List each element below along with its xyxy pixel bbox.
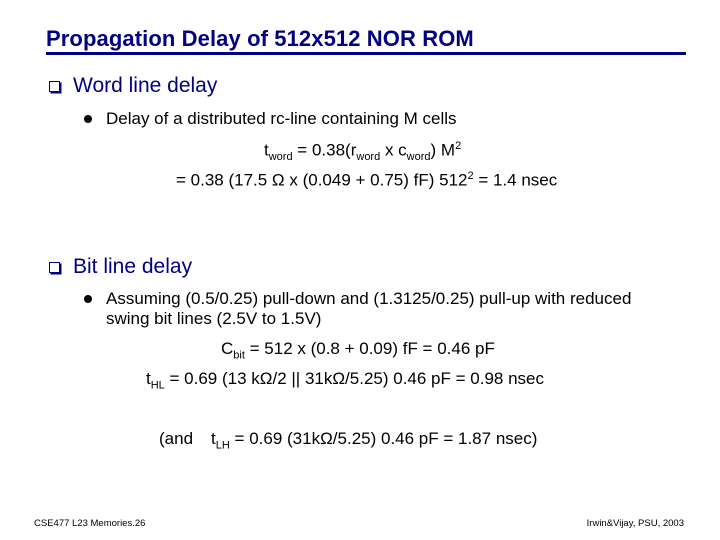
bit-line-equation-2: $t_{HL} = 0.69$ (13 kΩ/2 || 31kΩ/5.25) 0.46 pF = 0.98 nsec (146, 369, 544, 392)
square-bullet-icon (49, 81, 60, 92)
square-bullet-icon (49, 262, 60, 273)
word-line-heading: Word line delay (73, 74, 218, 97)
title-underline (46, 52, 686, 55)
bit-line-equation-1: $C_{bit} = 512$ x (0.8 + 0.09) fF = 0.46 pF (221, 339, 495, 362)
bit-line-heading: Bit line delay (73, 255, 193, 278)
word-line-equation-1: $t_{word} = 0.38(r_{word}$ x $c_{word}$) $M^2$ (264, 140, 462, 164)
word-line-equation-2: = 0.38 (17.5 Ω x (0.049 + 0.75) fF) $512^2 = 1.4$ nsec (176, 170, 558, 190)
bit-line-bullet: Assuming (0.5/0.25) pull-down and (1.3125/0.25) pull-up with reduced swing bit lines (2.5V to 1.5V) (106, 289, 632, 328)
footer-course-label: CSE477 L23 Memories.26 (34, 518, 146, 529)
footer-credit: Irwin&Vijay, PSU, 2003 (586, 518, 684, 529)
round-bullet-icon (84, 115, 92, 123)
slide-title: Propagation Delay of 512x512 NOR ROM (46, 26, 474, 51)
bit-line-equation-3: (and $t_{LH} = 0.69$ (31kΩ/5.25) 0.46 pF = 1.87 nsec) (159, 429, 538, 452)
word-line-bullet: Delay of a distributed rc-line containing M cells (106, 109, 457, 128)
round-bullet-icon (84, 295, 92, 303)
